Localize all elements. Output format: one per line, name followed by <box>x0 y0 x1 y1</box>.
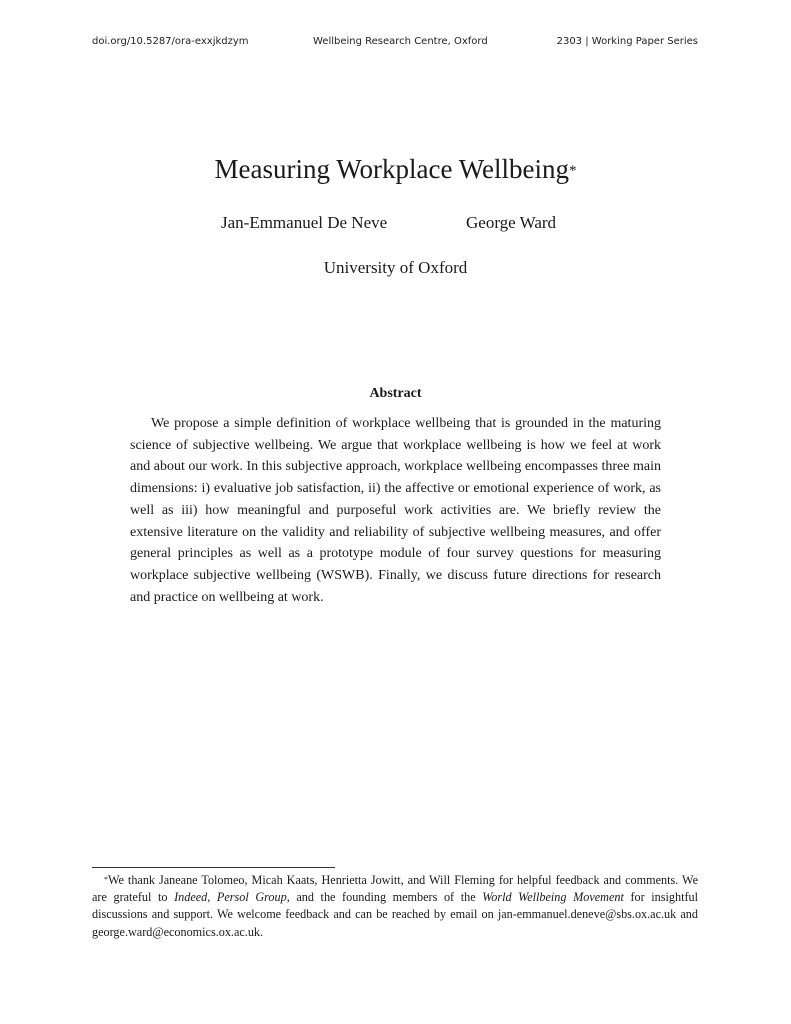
title-text: Measuring Workplace Wellbeing <box>214 154 570 184</box>
author-name: George Ward <box>466 213 557 232</box>
abstract-heading: Abstract <box>369 386 422 401</box>
title-footnote-marker[interactable]: * <box>569 163 577 179</box>
footnote <box>92 872 698 941</box>
footnote-italic: Indeed, Persol Group <box>174 890 287 905</box>
abstract-body: We propose a simple definition of workplace wellbeing that is grounded in the maturing science of subjective wellbeing. We argue that workplace wellbeing is how we feel at work and about our work. In this subjective approach, workplace wellbeing encompasses three main dimensions: i) evaluative job satisfaction, ii) the affective or emotional experience of work, as well as iii) how meaningful and purposeful work activities are. We briefly review the extensive literature on the validity and reliability of subjective wellbeing measures, and offer general principles as well as a prototype module of four survey questions for measuring workplace subjective wellbeing (WSWB). Finally, we discuss future directions for research and practice on wellbeing at work. <box>130 416 661 605</box>
header-series: 2303 | Working Paper Series <box>556 36 698 47</box>
footnote-text: We thank Janeane Tolomeo, Micah Kaats, Henrietta Jowitt, and Will Fleming for helpful feedback and comments. We are grateful to <box>92 873 698 905</box>
paper-title <box>0 152 791 186</box>
footnote-divider <box>92 867 335 868</box>
footnote-text: , and the founding members of the <box>286 890 483 905</box>
header-centre: Wellbeing Research Centre, Oxford <box>313 36 488 47</box>
footnote-text: for insightful discussions and support. We welcome feedback and can be reached by email on jan-emmanuel.deneve@sbs.ox.ac.uk and george.ward@economics.ox.ac.uk. <box>92 890 698 939</box>
header-doi-link[interactable]: doi.org/10.5287/ora-exxjkdzym <box>92 36 249 47</box>
author-name: Jan-Emmanuel De Neve <box>221 213 388 232</box>
affiliation: University of Oxford <box>323 258 468 277</box>
footnote-marker: * <box>104 875 108 884</box>
footnote-italic: World Wellbeing Movement <box>482 890 624 905</box>
